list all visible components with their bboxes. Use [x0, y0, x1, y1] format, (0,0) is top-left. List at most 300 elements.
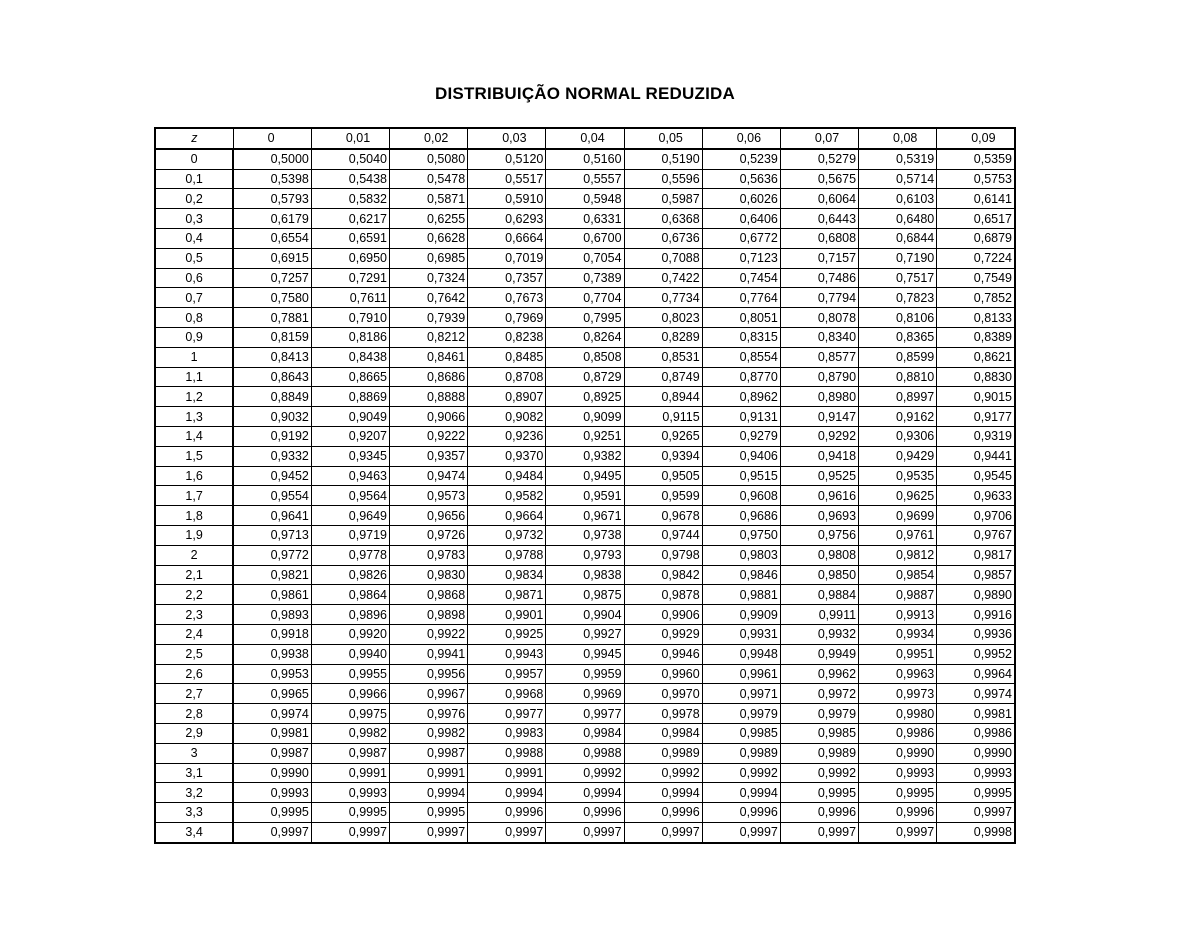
z-value-cell: 0,8 [155, 308, 233, 328]
probability-cell: 0,6844 [859, 228, 937, 248]
probability-cell: 0,9991 [390, 763, 468, 783]
z-value-cell: 0,4 [155, 228, 233, 248]
page-title: DISTRIBUIÇÃO NORMAL REDUZIDA [435, 84, 735, 103]
column-header: 0 [233, 128, 311, 149]
z-value-cell: 3 [155, 743, 233, 763]
table-row [155, 743, 1015, 763]
probability-cell: 0,8340 [780, 327, 858, 347]
probability-cell: 0,9940 [311, 644, 389, 664]
probability-cell: 0,9878 [624, 585, 702, 605]
z-value-cell: 1,1 [155, 367, 233, 387]
column-header: 0,02 [390, 128, 468, 149]
probability-cell: 0,9997 [624, 822, 702, 842]
z-value-cell: 2,6 [155, 664, 233, 684]
probability-cell: 0,9994 [390, 783, 468, 803]
probability-cell: 0,5040 [311, 149, 389, 169]
table-row [155, 446, 1015, 466]
probability-cell: 0,9993 [311, 783, 389, 803]
probability-cell: 0,6293 [468, 209, 546, 229]
probability-cell: 0,7190 [859, 248, 937, 268]
probability-cell: 0,9738 [546, 525, 624, 545]
probability-cell: 0,6950 [311, 248, 389, 268]
probability-cell: 0,9946 [624, 644, 702, 664]
probability-cell: 0,8599 [859, 347, 937, 367]
probability-cell: 0,9495 [546, 466, 624, 486]
probability-cell: 0,5319 [859, 149, 937, 169]
column-header: 0,01 [311, 128, 389, 149]
probability-cell: 0,5160 [546, 149, 624, 169]
probability-cell: 0,9966 [311, 684, 389, 704]
probability-cell: 0,7291 [311, 268, 389, 288]
probability-cell: 0,9997 [937, 803, 1015, 823]
probability-cell: 0,9996 [624, 803, 702, 823]
probability-cell: 0,6808 [780, 228, 858, 248]
probability-cell: 0,9846 [702, 565, 780, 585]
probability-cell: 0,8962 [702, 387, 780, 407]
probability-cell: 0,9732 [468, 525, 546, 545]
probability-cell: 0,9881 [702, 585, 780, 605]
probability-cell: 0,9970 [624, 684, 702, 704]
probability-cell: 0,9896 [311, 605, 389, 625]
probability-cell: 0,5120 [468, 149, 546, 169]
probability-cell: 0,9394 [624, 446, 702, 466]
probability-cell: 0,9649 [311, 506, 389, 526]
probability-cell: 0,5190 [624, 149, 702, 169]
probability-cell: 0,8980 [780, 387, 858, 407]
probability-cell: 0,9949 [780, 644, 858, 664]
probability-cell: 0,9992 [546, 763, 624, 783]
probability-cell: 0,9978 [624, 704, 702, 724]
probability-cell: 0,7734 [624, 288, 702, 308]
probability-cell: 0,9953 [233, 664, 311, 684]
probability-cell: 0,9798 [624, 545, 702, 565]
z-value-cell: 1,7 [155, 486, 233, 506]
probability-cell: 0,9671 [546, 506, 624, 526]
probability-cell: 0,9992 [624, 763, 702, 783]
probability-cell: 0,9812 [859, 545, 937, 565]
probability-cell: 0,9382 [546, 446, 624, 466]
probability-cell: 0,5596 [624, 169, 702, 189]
probability-cell: 0,7939 [390, 308, 468, 328]
probability-cell: 0,9965 [233, 684, 311, 704]
probability-cell: 0,9719 [311, 525, 389, 545]
probability-cell: 0,9913 [859, 605, 937, 625]
probability-cell: 0,9429 [859, 446, 937, 466]
probability-cell: 0,9981 [233, 723, 311, 743]
probability-cell: 0,6628 [390, 228, 468, 248]
table-row [155, 209, 1015, 229]
probability-cell: 0,6064 [780, 189, 858, 209]
table-row [155, 248, 1015, 268]
probability-cell: 0,7673 [468, 288, 546, 308]
table-row [155, 624, 1015, 644]
probability-cell: 0,8770 [702, 367, 780, 387]
z-value-cell: 0,1 [155, 169, 233, 189]
probability-cell: 0,9633 [937, 486, 1015, 506]
probability-cell: 0,6255 [390, 209, 468, 229]
probability-cell: 0,8790 [780, 367, 858, 387]
probability-cell: 0,9955 [311, 664, 389, 684]
probability-cell: 0,9997 [233, 822, 311, 842]
probability-cell: 0,9994 [624, 783, 702, 803]
probability-cell: 0,9936 [937, 624, 1015, 644]
probability-cell: 0,8643 [233, 367, 311, 387]
probability-cell: 0,9971 [702, 684, 780, 704]
probability-cell: 0,5438 [311, 169, 389, 189]
table-header [155, 128, 1015, 149]
probability-cell: 0,8749 [624, 367, 702, 387]
probability-cell: 0,9994 [702, 783, 780, 803]
probability-cell: 0,6443 [780, 209, 858, 229]
probability-cell: 0,8907 [468, 387, 546, 407]
probability-cell: 0,9997 [311, 822, 389, 842]
probability-cell: 0,9997 [390, 822, 468, 842]
probability-cell: 0,9987 [390, 743, 468, 763]
probability-cell: 0,8264 [546, 327, 624, 347]
probability-cell: 0,9976 [390, 704, 468, 724]
probability-cell: 0,9192 [233, 426, 311, 446]
probability-cell: 0,6554 [233, 228, 311, 248]
probability-cell: 0,9996 [780, 803, 858, 823]
probability-cell: 0,9082 [468, 407, 546, 427]
probability-cell: 0,6217 [311, 209, 389, 229]
probability-cell: 0,5398 [233, 169, 311, 189]
probability-cell: 0,9370 [468, 446, 546, 466]
probability-cell: 0,8051 [702, 308, 780, 328]
probability-cell: 0,9656 [390, 506, 468, 526]
probability-cell: 0,5793 [233, 189, 311, 209]
probability-cell: 0,9987 [311, 743, 389, 763]
probability-cell: 0,7486 [780, 268, 858, 288]
probability-cell: 0,9990 [937, 743, 1015, 763]
probability-cell: 0,9554 [233, 486, 311, 506]
probability-cell: 0,9904 [546, 605, 624, 625]
table-row [155, 149, 1015, 169]
probability-cell: 0,9956 [390, 664, 468, 684]
probability-cell: 0,6406 [702, 209, 780, 229]
probability-cell: 0,9756 [780, 525, 858, 545]
probability-cell: 0,9207 [311, 426, 389, 446]
probability-cell: 0,9418 [780, 446, 858, 466]
probability-cell: 0,9927 [546, 624, 624, 644]
probability-cell: 0,9582 [468, 486, 546, 506]
probability-cell: 0,9515 [702, 466, 780, 486]
probability-cell: 0,9830 [390, 565, 468, 585]
probability-cell: 0,7422 [624, 268, 702, 288]
probability-cell: 0,9884 [780, 585, 858, 605]
probability-cell: 0,6879 [937, 228, 1015, 248]
probability-cell: 0,9861 [233, 585, 311, 605]
z-value-cell: 2,5 [155, 644, 233, 664]
probability-cell: 0,9788 [468, 545, 546, 565]
probability-cell: 0,9974 [937, 684, 1015, 704]
probability-cell: 0,7324 [390, 268, 468, 288]
probability-cell: 0,9357 [390, 446, 468, 466]
probability-cell: 0,9981 [937, 704, 1015, 724]
probability-cell: 0,8869 [311, 387, 389, 407]
probability-cell: 0,8365 [859, 327, 937, 347]
probability-cell: 0,9821 [233, 565, 311, 585]
probability-cell: 0,9222 [390, 426, 468, 446]
probability-cell: 0,9032 [233, 407, 311, 427]
probability-cell: 0,7019 [468, 248, 546, 268]
probability-cell: 0,8708 [468, 367, 546, 387]
probability-cell: 0,9961 [702, 664, 780, 684]
probability-cell: 0,9997 [780, 822, 858, 842]
probability-cell: 0,9977 [468, 704, 546, 724]
probability-cell: 0,9783 [390, 545, 468, 565]
probability-cell: 0,9706 [937, 506, 1015, 526]
probability-cell: 0,6985 [390, 248, 468, 268]
probability-cell: 0,9761 [859, 525, 937, 545]
probability-cell: 0,9969 [546, 684, 624, 704]
probability-cell: 0,9945 [546, 644, 624, 664]
probability-cell: 0,9901 [468, 605, 546, 625]
probability-cell: 0,8212 [390, 327, 468, 347]
probability-cell: 0,9772 [233, 545, 311, 565]
table-row [155, 684, 1015, 704]
probability-cell: 0,7517 [859, 268, 937, 288]
probability-cell: 0,9974 [233, 704, 311, 724]
probability-cell: 0,9986 [859, 723, 937, 743]
probability-cell: 0,9990 [233, 763, 311, 783]
probability-cell: 0,9997 [702, 822, 780, 842]
probability-cell: 0,9986 [937, 723, 1015, 743]
probability-cell: 0,5871 [390, 189, 468, 209]
probability-cell: 0,6664 [468, 228, 546, 248]
column-header: 0,04 [546, 128, 624, 149]
probability-cell: 0,9441 [937, 446, 1015, 466]
z-value-cell: 2,1 [155, 565, 233, 585]
table-row [155, 426, 1015, 446]
probability-cell: 0,9893 [233, 605, 311, 625]
probability-cell: 0,8133 [937, 308, 1015, 328]
probability-cell: 0,9983 [468, 723, 546, 743]
probability-cell: 0,5080 [390, 149, 468, 169]
table-row [155, 763, 1015, 783]
probability-cell: 0,9535 [859, 466, 937, 486]
table-row [155, 605, 1015, 625]
probability-cell: 0,9131 [702, 407, 780, 427]
probability-cell: 0,9931 [702, 624, 780, 644]
probability-cell: 0,9871 [468, 585, 546, 605]
normal-distribution-table [154, 127, 1016, 844]
probability-cell: 0,9750 [702, 525, 780, 545]
probability-cell: 0,9842 [624, 565, 702, 585]
probability-cell: 0,9991 [468, 763, 546, 783]
probability-cell: 0,6368 [624, 209, 702, 229]
probability-cell: 0,9995 [780, 783, 858, 803]
probability-cell: 0,9922 [390, 624, 468, 644]
probability-cell: 0,9973 [859, 684, 937, 704]
probability-cell: 0,7257 [233, 268, 311, 288]
column-header: 0,03 [468, 128, 546, 149]
probability-cell: 0,7764 [702, 288, 780, 308]
probability-cell: 0,8023 [624, 308, 702, 328]
probability-cell: 0,9850 [780, 565, 858, 585]
probability-cell: 0,9793 [546, 545, 624, 565]
z-value-cell: 2,2 [155, 585, 233, 605]
probability-cell: 0,9292 [780, 426, 858, 446]
probability-cell: 0,9251 [546, 426, 624, 446]
probability-cell: 0,8289 [624, 327, 702, 347]
probability-cell: 0,9929 [624, 624, 702, 644]
probability-cell: 0,9985 [702, 723, 780, 743]
probability-cell: 0,7794 [780, 288, 858, 308]
probability-cell: 0,7910 [311, 308, 389, 328]
z-value-cell: 1 [155, 347, 233, 367]
column-header: 0,05 [624, 128, 702, 149]
probability-cell: 0,8729 [546, 367, 624, 387]
z-value-cell: 1,4 [155, 426, 233, 446]
probability-cell: 0,8461 [390, 347, 468, 367]
probability-cell: 0,9452 [233, 466, 311, 486]
probability-cell: 0,9997 [468, 822, 546, 842]
probability-cell: 0,5279 [780, 149, 858, 169]
table-row [155, 407, 1015, 427]
probability-cell: 0,9995 [390, 803, 468, 823]
probability-cell: 0,9996 [468, 803, 546, 823]
probability-cell: 0,9984 [624, 723, 702, 743]
probability-cell: 0,9484 [468, 466, 546, 486]
probability-cell: 0,9918 [233, 624, 311, 644]
probability-cell: 0,8665 [311, 367, 389, 387]
probability-cell: 0,8186 [311, 327, 389, 347]
probability-cell: 0,9887 [859, 585, 937, 605]
probability-cell: 0,9699 [859, 506, 937, 526]
probability-cell: 0,7054 [546, 248, 624, 268]
probability-cell: 0,9920 [311, 624, 389, 644]
table-row [155, 545, 1015, 565]
probability-cell: 0,9996 [859, 803, 937, 823]
probability-cell: 0,9573 [390, 486, 468, 506]
table-row [155, 506, 1015, 526]
probability-cell: 0,7642 [390, 288, 468, 308]
table-row [155, 387, 1015, 407]
probability-cell: 0,9664 [468, 506, 546, 526]
probability-cell: 0,9988 [468, 743, 546, 763]
probability-cell: 0,5359 [937, 149, 1015, 169]
probability-cell: 0,7852 [937, 288, 1015, 308]
table-row [155, 565, 1015, 585]
probability-cell: 0,8810 [859, 367, 937, 387]
probability-cell: 0,5753 [937, 169, 1015, 189]
probability-cell: 0,8925 [546, 387, 624, 407]
probability-cell: 0,9744 [624, 525, 702, 545]
probability-cell: 0,9984 [546, 723, 624, 743]
z-value-cell: 0,2 [155, 189, 233, 209]
probability-cell: 0,9998 [937, 822, 1015, 842]
z-value-cell: 0 [155, 149, 233, 169]
probability-cell: 0,9890 [937, 585, 1015, 605]
probability-cell: 0,9993 [859, 763, 937, 783]
table-row [155, 288, 1015, 308]
table-row [155, 486, 1015, 506]
z-value-cell: 1,9 [155, 525, 233, 545]
probability-cell: 0,9767 [937, 525, 1015, 545]
probability-cell: 0,9952 [937, 644, 1015, 664]
table-row [155, 644, 1015, 664]
probability-cell: 0,8888 [390, 387, 468, 407]
z-value-cell: 0,6 [155, 268, 233, 288]
table-row [155, 189, 1015, 209]
probability-cell: 0,7881 [233, 308, 311, 328]
header-row [155, 128, 1015, 149]
z-value-cell: 3,4 [155, 822, 233, 842]
probability-cell: 0,9608 [702, 486, 780, 506]
probability-cell: 0,8830 [937, 367, 1015, 387]
probability-cell: 0,5948 [546, 189, 624, 209]
probability-cell: 0,6179 [233, 209, 311, 229]
probability-cell: 0,9778 [311, 545, 389, 565]
probability-cell: 0,6103 [859, 189, 937, 209]
probability-cell: 0,8438 [311, 347, 389, 367]
probability-cell: 0,9066 [390, 407, 468, 427]
probability-cell: 0,9997 [546, 822, 624, 842]
probability-cell: 0,9982 [390, 723, 468, 743]
probability-cell: 0,5832 [311, 189, 389, 209]
probability-cell: 0,9162 [859, 407, 937, 427]
table-row [155, 664, 1015, 684]
probability-cell: 0,9817 [937, 545, 1015, 565]
probability-cell: 0,7157 [780, 248, 858, 268]
probability-cell: 0,9995 [311, 803, 389, 823]
probability-cell: 0,7704 [546, 288, 624, 308]
z-value-cell: 1,3 [155, 407, 233, 427]
probability-cell: 0,9463 [311, 466, 389, 486]
probability-cell: 0,7123 [702, 248, 780, 268]
z-value-cell: 0,3 [155, 209, 233, 229]
probability-cell: 0,8554 [702, 347, 780, 367]
probability-cell: 0,9989 [702, 743, 780, 763]
probability-cell: 0,9968 [468, 684, 546, 704]
z-value-cell: 0,7 [155, 288, 233, 308]
probability-cell: 0,9957 [468, 664, 546, 684]
probability-cell: 0,9279 [702, 426, 780, 446]
probability-cell: 0,5636 [702, 169, 780, 189]
probability-cell: 0,6700 [546, 228, 624, 248]
probability-cell: 0,9993 [937, 763, 1015, 783]
column-header: 0,06 [702, 128, 780, 149]
probability-cell: 0,9959 [546, 664, 624, 684]
z-value-cell: 3,2 [155, 783, 233, 803]
probability-cell: 0,5000 [233, 149, 311, 169]
z-value-cell: 2,4 [155, 624, 233, 644]
probability-cell: 0,9906 [624, 605, 702, 625]
probability-cell: 0,7389 [546, 268, 624, 288]
probability-cell: 0,7580 [233, 288, 311, 308]
probability-cell: 0,8315 [702, 327, 780, 347]
z-value-cell: 3,1 [155, 763, 233, 783]
probability-cell: 0,5714 [859, 169, 937, 189]
table-row [155, 308, 1015, 328]
probability-cell: 0,6736 [624, 228, 702, 248]
probability-cell: 0,8944 [624, 387, 702, 407]
probability-cell: 0,9686 [702, 506, 780, 526]
probability-cell: 0,5910 [468, 189, 546, 209]
probability-cell: 0,9911 [780, 605, 858, 625]
probability-cell: 0,9049 [311, 407, 389, 427]
probability-cell: 0,8106 [859, 308, 937, 328]
table-row [155, 327, 1015, 347]
probability-cell: 0,9951 [859, 644, 937, 664]
probability-cell: 0,9989 [624, 743, 702, 763]
probability-cell: 0,8078 [780, 308, 858, 328]
probability-cell: 0,9726 [390, 525, 468, 545]
z-value-cell: 1,5 [155, 446, 233, 466]
probability-cell: 0,6141 [937, 189, 1015, 209]
z-value-cell: 2,9 [155, 723, 233, 743]
